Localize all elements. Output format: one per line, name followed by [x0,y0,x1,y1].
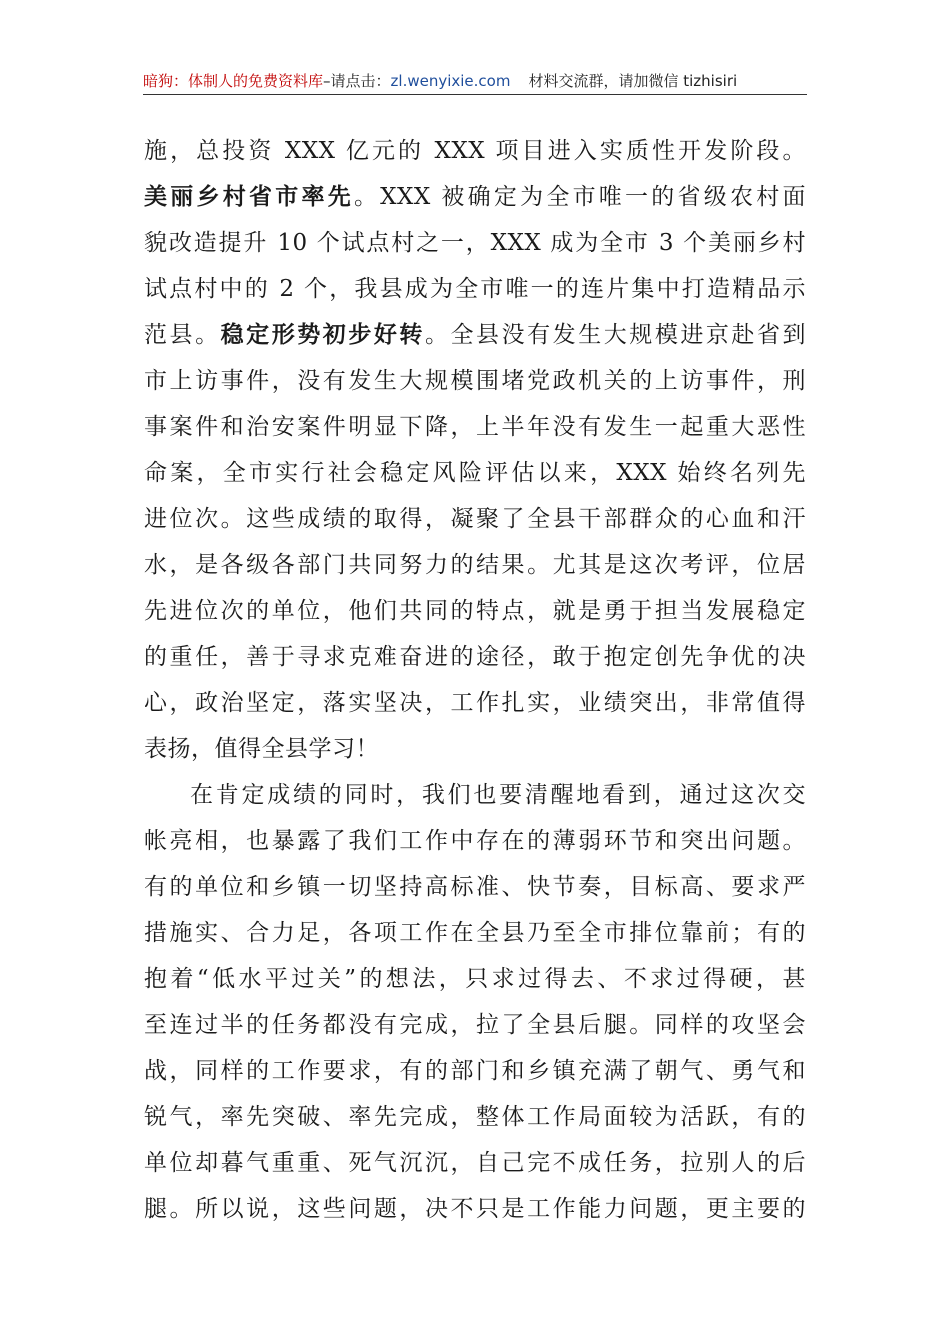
header-site-name: 暗狗：体制人的免费资料库 [143,72,324,90]
text-line-5 [144,312,806,358]
text-line-10: 水，是各级各部门共同努力的结果。尤其是这次考评，位居 [144,552,806,578]
text-line-5-start: 范县。 [144,322,221,348]
text-line-18: 措施实、合力足，各项工作在全县乃至全市排位靠前；有的 [144,920,806,946]
text-line-20: 至连过半的任务都没有完成，拉了全县后腿。同样的攻坚会 [144,1012,806,1038]
text-line-6: 市上访事件，没有发生大规模围堵党政机关的上访事件，刑 [144,368,806,394]
header-wechat-note: 材料交流群，请加微信 tizhisiri [528,72,738,90]
text-line-1: 施，总投资 XXX 亿元的 XXX 项目进入实质性开发阶段。 [144,138,806,164]
text-line-7: 事案件和治安案件明显下降，上半年没有发生一起重大恶性 [144,414,806,440]
text-line-2-rest: 。XXX 被确定为全市唯一的省级农村面 [353,184,806,210]
text-line-4: 试点村中的 2 个，我县成为全市唯一的连片集中打造精品示 [144,276,806,302]
text-line-19: 抱着“低水平过关”的想法，只求过得去、不求过得硬，甚 [144,966,806,992]
text-line-11: 先进位次的单位，他们共同的特点，就是勇于担当发展稳定 [144,598,806,624]
text-line-23: 单位却暮气重重、死气沉沉，自己完不成任务，拉别人的后 [144,1150,806,1176]
bold-heading-stability: 稳定形势初步好转 [220,321,425,348]
text-line-3: 貌改造提升 10 个试点村之一，XXX 成为全市 3 个美丽乡村 [144,230,806,256]
text-line-12: 的重任，善于寻求克难奋进的途径，敢于抱定创先争优的决 [144,644,806,670]
bold-heading-beautiful-village: 美丽乡村省市率先 [144,183,354,210]
text-line-21: 战，同样的工作要求，有的部门和乡镇充满了朝气、勇气和 [144,1058,806,1084]
header-click-prompt: –请点击： [323,72,391,90]
text-line-16: 帐亮相，也暴露了我们工作中存在的薄弱环节和突出问题。 [144,828,806,854]
text-line-17: 有的单位和乡镇一切坚持高标准、快节奏，目标高、要求严 [144,874,806,900]
header-url-link[interactable]: zl.wenyixie.com [390,72,511,90]
text-line-2 [144,174,806,220]
text-line-22: 锐气，率先突破、率先完成，整体工作局面较为活跃，有的 [144,1104,806,1130]
text-line-5-rest: 。全县没有发生大规模进京赴省到 [424,322,806,348]
text-line-13: 心，政治坚定，落实坚决，工作扎实，业绩突出，非常值得 [144,690,806,716]
text-line-9: 进位次。这些成绩的取得，凝聚了全县干部群众的心血和汗 [144,506,806,532]
text-line-8: 命案，全市实行社会稳定风险评估以来，XXX 始终名列先 [144,460,806,486]
text-line-24: 腿。所以说，这些问题，决不只是工作能力问题，更主要的 [144,1196,806,1222]
page-header [143,68,807,95]
text-line-15: 在肯定成绩的同时，我们也要清醒地看到，通过这次交 [190,782,806,808]
text-line-14: 表扬，值得全县学习！ [144,736,379,762]
document-body [144,128,806,1232]
